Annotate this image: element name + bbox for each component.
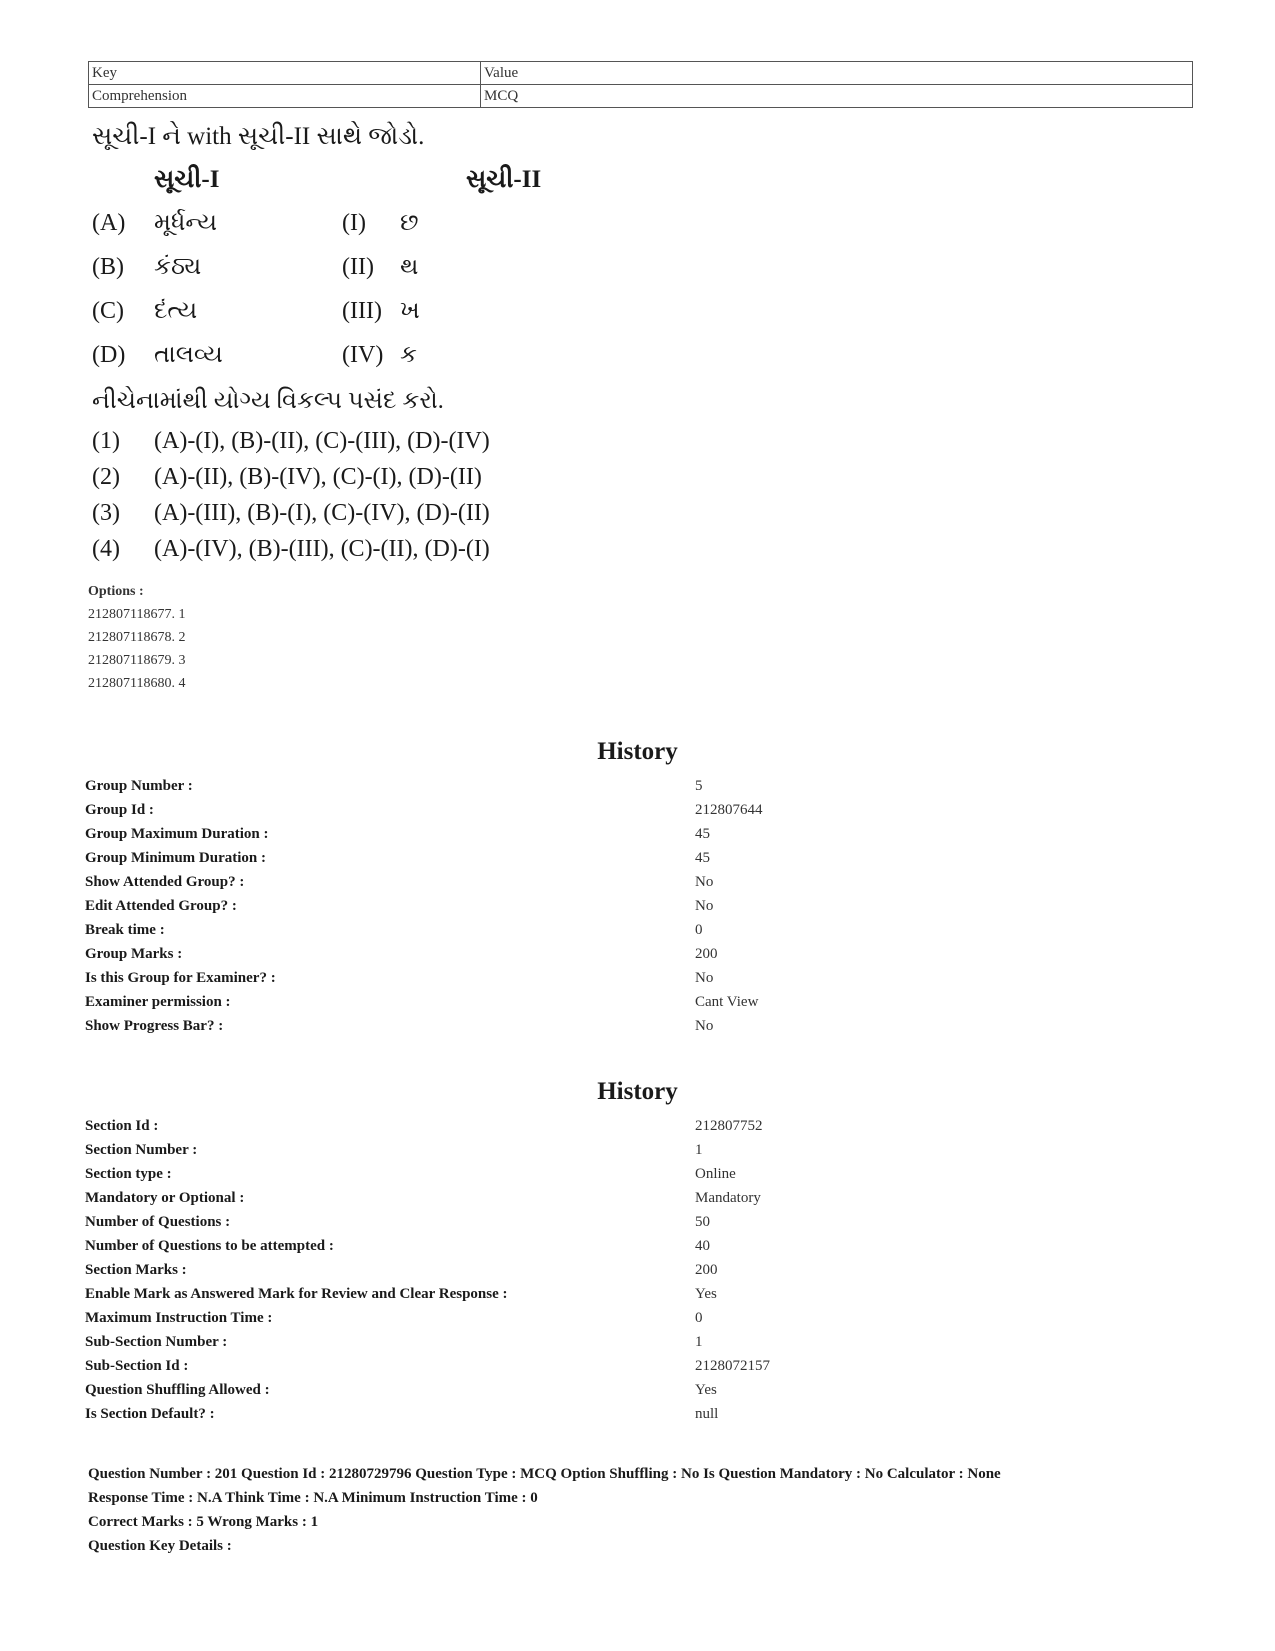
property-key: Is Section Default? :	[85, 1406, 215, 1422]
pair-roman: (II)	[342, 254, 374, 280]
property-value: 212807644	[695, 802, 763, 818]
property-key: Number of Questions to be attempted :	[85, 1238, 334, 1254]
property-key: Number of Questions :	[85, 1214, 231, 1230]
table-cell-value: MCQ	[481, 85, 1193, 108]
footer-line: Response Time : N.A Think Time : N.A Minimum Instruction Time : 0	[88, 1490, 538, 1506]
property-key: Break time :	[85, 922, 165, 938]
pair-term: કંઠ્ય	[154, 254, 202, 280]
match-row	[92, 248, 792, 292]
property-row	[85, 870, 1185, 894]
question-instruction: નીચેનામાંથી યોગ્ય વિકલ્પ પસંદ કરો.	[92, 388, 444, 414]
property-key: Section Marks :	[85, 1262, 187, 1278]
table-header-value: Value	[481, 62, 1193, 85]
property-row	[85, 894, 1185, 918]
group-title: History	[597, 738, 678, 765]
property-row	[85, 1138, 1185, 1162]
property-key: Section Id :	[85, 1118, 159, 1134]
pair-roman: (IV)	[342, 342, 384, 368]
table-cell-key: Comprehension	[89, 85, 481, 108]
option-number: (2)	[92, 464, 120, 490]
list2-title: સૂચી-II	[466, 166, 542, 193]
pair-label: (A)	[92, 210, 126, 236]
property-value: Yes	[695, 1286, 717, 1302]
property-row	[85, 966, 1185, 990]
property-value: Yes	[695, 1382, 717, 1398]
property-value: Online	[695, 1166, 736, 1182]
pair-label: (D)	[92, 342, 126, 368]
section-title: History	[597, 1078, 678, 1105]
option-text: (A)-(II), (B)-(IV), (C)-(I), (D)-(II)	[154, 464, 482, 490]
property-key: Edit Attended Group? :	[85, 898, 237, 914]
option-ids-label: Options :	[88, 584, 144, 599]
pair-letter: છ	[400, 210, 419, 236]
footer-line: Question Key Details :	[88, 1538, 232, 1554]
property-key: Question Shuffling Allowed :	[85, 1382, 270, 1398]
table-header-row	[89, 62, 1193, 85]
option-number: (4)	[92, 536, 120, 562]
property-key: Mandatory or Optional :	[85, 1190, 245, 1206]
property-row	[85, 798, 1185, 822]
property-value: 1	[695, 1334, 703, 1350]
property-value: 212807752	[695, 1118, 763, 1134]
pair-label: (C)	[92, 298, 124, 324]
property-key: Show Progress Bar? :	[85, 1018, 224, 1034]
pair-roman: (III)	[342, 298, 382, 324]
property-key: Group Number :	[85, 778, 193, 794]
property-row	[85, 1378, 1185, 1402]
property-row	[85, 1330, 1185, 1354]
pair-term: મૂર્ધન્ય	[154, 210, 218, 236]
pair-letter: ખ	[400, 298, 420, 324]
list-headers	[92, 154, 792, 204]
property-row	[85, 1306, 1185, 1330]
table-header-key: Key	[89, 62, 481, 85]
property-key: Show Attended Group? :	[85, 874, 245, 890]
property-value: 45	[695, 850, 710, 866]
option-number: (3)	[92, 500, 120, 526]
table-row	[89, 85, 1193, 108]
footer-line: Question Number : 201 Question Id : 21280729796 Question Type : MCQ Option Shuffling : No Is Question Mandatory : No Calculator : None	[88, 1466, 1001, 1482]
property-value: 45	[695, 826, 710, 842]
footer-line: Correct Marks : 5 Wrong Marks : 1	[88, 1514, 319, 1530]
key-value-table	[88, 61, 1193, 108]
property-key: Group Id :	[85, 802, 154, 818]
property-key: Is this Group for Examiner? :	[85, 970, 276, 986]
property-key: Section type :	[85, 1166, 172, 1182]
property-value: null	[695, 1406, 719, 1422]
property-value: 0	[695, 1310, 703, 1326]
option-id: 212807118680. 4	[88, 676, 186, 691]
property-row	[85, 1234, 1185, 1258]
pair-letter: થ	[400, 254, 419, 280]
answer-option	[92, 498, 792, 534]
option-ids	[88, 580, 185, 695]
property-key: Group Marks :	[85, 946, 183, 962]
property-key: Sub-Section Id :	[85, 1358, 189, 1374]
property-row	[85, 918, 1185, 942]
property-row	[85, 1114, 1185, 1138]
match-row	[92, 336, 792, 380]
question-stem: સૂચી-I ને with સૂચી-II સાથે જોડો.	[92, 123, 425, 150]
pair-term: તાલવ્ય	[154, 342, 223, 368]
pair-label: (B)	[92, 254, 124, 280]
property-value: 40	[695, 1238, 710, 1254]
option-id: 212807118679. 3	[88, 653, 186, 668]
property-row	[85, 1210, 1185, 1234]
property-value: 200	[695, 1262, 718, 1278]
match-row	[92, 204, 792, 248]
property-value: 5	[695, 778, 703, 794]
property-row	[85, 822, 1185, 846]
option-text: (A)-(I), (B)-(II), (C)-(III), (D)-(IV)	[154, 428, 490, 454]
option-number: (1)	[92, 428, 120, 454]
pair-letter: ક	[400, 342, 417, 368]
property-row	[85, 774, 1185, 798]
property-row	[85, 1402, 1185, 1426]
property-row	[85, 942, 1185, 966]
property-value: 50	[695, 1214, 710, 1230]
question-block	[92, 120, 792, 570]
property-value: No	[695, 1018, 714, 1034]
property-value: No	[695, 874, 714, 890]
match-row	[92, 292, 792, 336]
section-properties	[85, 1114, 1185, 1426]
property-value: 200	[695, 946, 718, 962]
property-key: Group Minimum Duration :	[85, 850, 266, 866]
option-text: (A)-(IV), (B)-(III), (C)-(II), (D)-(I)	[154, 536, 490, 562]
property-row	[85, 1186, 1185, 1210]
property-value: Mandatory	[695, 1190, 761, 1206]
answer-option	[92, 462, 792, 498]
property-row	[85, 846, 1185, 870]
property-key: Examiner permission :	[85, 994, 231, 1010]
property-value: 1	[695, 1142, 703, 1158]
group-properties	[85, 774, 1185, 1038]
property-value: Cant View	[695, 994, 759, 1010]
pair-term: દંત્ય	[154, 298, 198, 324]
pair-roman: (I)	[342, 210, 366, 236]
property-value: 2128072157	[695, 1358, 770, 1374]
property-key: Enable Mark as Answered Mark for Review and Clear Response :	[85, 1286, 508, 1302]
property-key: Sub-Section Number :	[85, 1334, 228, 1350]
property-row	[85, 1014, 1185, 1038]
property-row	[85, 1162, 1185, 1186]
option-id: 212807118678. 2	[88, 630, 186, 645]
property-key: Section Number :	[85, 1142, 198, 1158]
list1-title: સૂચી-I	[154, 166, 220, 193]
property-value: 0	[695, 922, 703, 938]
property-value: No	[695, 898, 714, 914]
question-footer	[88, 1462, 1208, 1558]
property-row	[85, 1282, 1185, 1306]
option-text: (A)-(III), (B)-(I), (C)-(IV), (D)-(II)	[154, 500, 490, 526]
property-key: Group Maximum Duration :	[85, 826, 269, 842]
property-key: Maximum Instruction Time :	[85, 1310, 273, 1326]
answer-option	[92, 534, 792, 570]
property-row	[85, 1354, 1185, 1378]
property-row	[85, 990, 1185, 1014]
property-value: No	[695, 970, 714, 986]
property-row	[85, 1258, 1185, 1282]
option-id: 212807118677. 1	[88, 607, 186, 622]
answer-option	[92, 426, 792, 462]
